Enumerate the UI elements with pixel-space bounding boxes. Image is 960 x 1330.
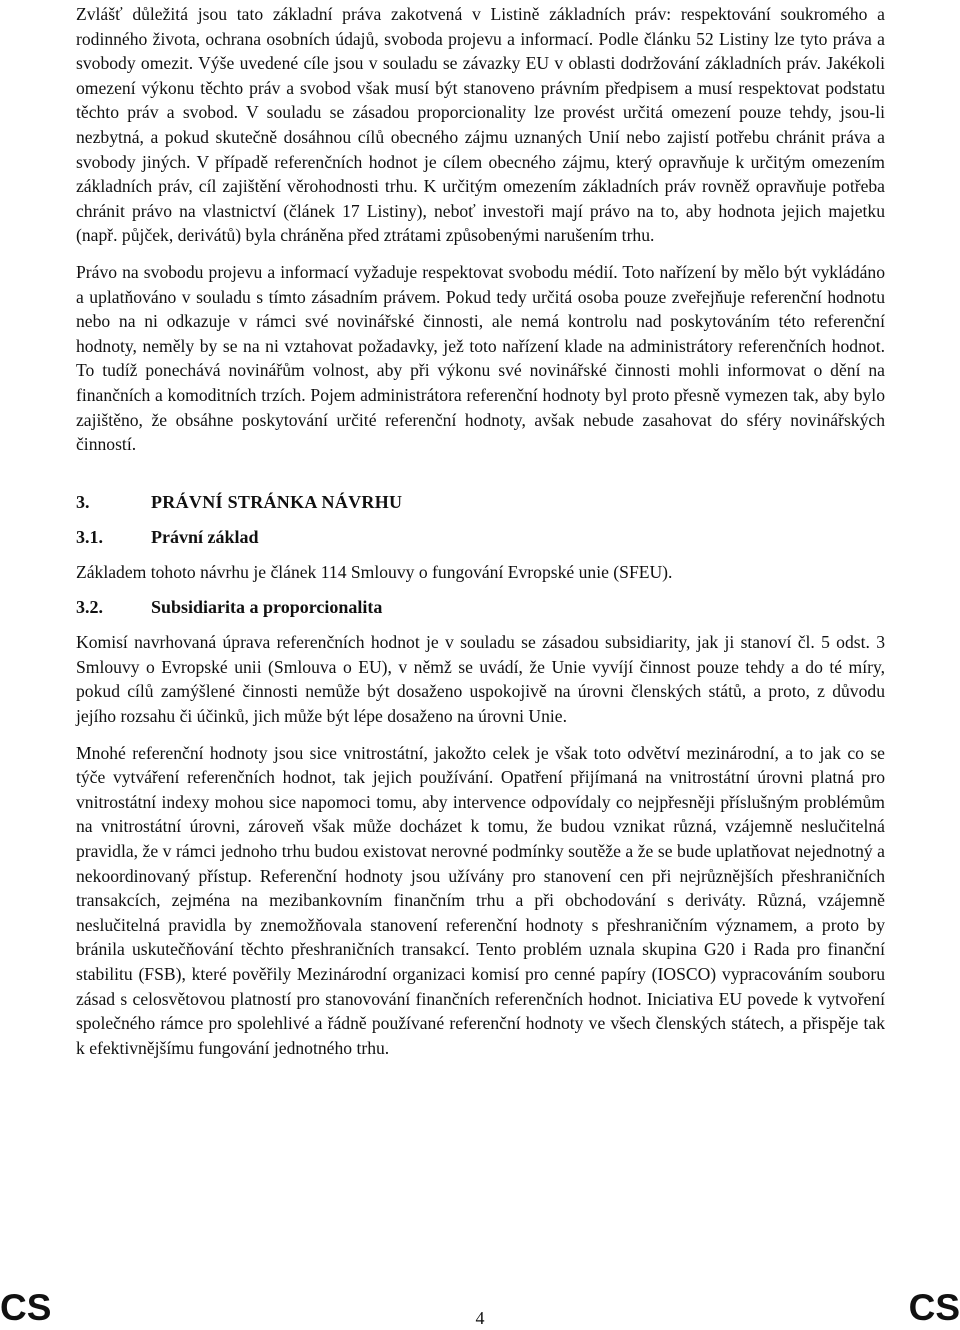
section-number: 3. (76, 491, 90, 512)
subsection-heading-legal-basis (76, 525, 885, 549)
paragraph-benchmarks-international: Mnohé referenční hodnoty jsou sice vnitrostátní, jakožto celek je však toto odvětví mezinárodní, a to jak co se týče vytváření referenčních hodnot, tak jejich používání. Opatření přijímaná na vnitrostátní úrovni platná pro vnitrostátní indexy mohou sice napomoci tomu, aby intervence odpovídaly co nejpřesněji příslušným problémům na vnitrostátní úrovni, zároveň však může docházet k tomu, že budou vznikat různá, vzájemně neslučitelná pravidla, že v rámci jednoho trhu budou existovat nerovné podmínky soutěže a že se bude uplatňovat nejednotný a nekoordinovaný přístup. Referenční hodnoty jsou užívány pro stanovení cen při nejrůznějších přeshraničních transakcích, zejména na mezibankovním finančním trhu a při obchodování s deriváty. Různá, vzájemně neslučitelná pravidla by znemožňovala stanovení referenční hodnoty s přeshraničním významem, a proto by bránila uskutečňování těchto přeshraničních transakcí. Tento problém uznala skupina G20 i Rada pro finanční stabilitu (FSB), které pověřily Mezinárodní organizaci komisí pro cenné papíry (IOSCO) vypracováním souboru zásad s celosvětovou platností pro stanovování finančních referenčních hodnot. Iniciativa EU povede k vytvoření společného rámce pro spolehlivé a řádně používané referenční hodnoty ve všech členských státech, a přispěje tak k efektivnějšímu fungování jednotného trhu. (76, 742, 885, 1058)
subsection-title: Subsidiarita a proporcionalita (151, 597, 383, 618)
subsection-heading-subsidiarity (76, 595, 885, 619)
page-number: 4 (475, 1308, 485, 1328)
subsection-number: 3.1. (76, 526, 103, 547)
subsection-number: 3.2. (76, 597, 103, 618)
footer-language-code-right: CS (908, 1287, 960, 1328)
section-title: PRÁVNÍ STRÁNKA NÁVRHU (151, 491, 403, 512)
paragraph-media-freedom: Právo na svobodu projevu a informací vyžaduje respektovat svobodu médií. Toto nařízení by mělo být vykládáno a uplatňováno v souladu s tímto zásadním právem. Pokud tedy určitá osoba pouze zveřejňuje referenční hodnotu nebo na ni odkazuje v rámci své novinářské činnosti, ale nemá kontrolu nad poskytováním této referenční hodnoty, neměly by se na ni vztahovat požadavky, jež toto nařízení klade na administrátory referenčních hodnot. To tudíž ponechává novinářům volnost, aby při výkonu své novinářské činnosti mohli informovat o dění na finančních a komoditních trzích. Pojem administrátora referenční hodnoty byl proto přesně vymezen tak, aby bylo zajištěno, že obsáhne poskytování určité referenční hodnoty, avšak nebude zasahovat do sféry novinářských činností. (76, 261, 885, 455)
subsection-title: Právní základ (151, 526, 259, 547)
section-heading-legal-aspects (76, 490, 885, 514)
document-body (76, 0, 885, 1060)
paragraph-subsidiarity: Komisí navrhovaná úprava referenčních hodnot je v souladu se zásadou subsidiarity, jak ji stanoví čl. 5 odst. 3 Smlouvy o Evropské unii (Smlouva o EU), v němž se uvádí, že Unie vyvíjí činnost pouze tehdy a do té míry, pokud cílů zamýšlené činnosti nemůže být dosaženo uspokojivě na úrovni členských států, a proto, z důvodu jejího rozsahu či účinků, jich může být lépe dosaženo na úrovni Unie. (76, 632, 885, 727)
footer-language-code-left: CS (0, 1287, 52, 1328)
paragraph-fundamental-rights: Zvlášť důležitá jsou tato základní práva zakotvená v Listině základních práv: respektování soukromého a rodinného života, ochrana osobních údajů, svoboda projevu a informací. Podle článku 52 Listiny lze tyto práva a svobody omezit. Výše uvedené cíle jsou v souladu se závazky EU v oblasti dodržování základních práv. Jakékoli omezení výkonu těchto práv a svobod však musí být stanoveno právním předpisem a musí respektovat podstatu těchto práv a svobod. V souladu se zásadou proporcionality lze provést určitá omezení pouze tehdy, jsou-li nezbytná, a pokud skutečně dosáhnou cílů obecného zájmu uznaných Unií nebo zajistí potřebu chránit práva a svobody jiných. V případě referenčních hodnot je cílem obecného zájmu, který opravňuje k určitým omezením základních práv, cíl zajištění věrohodnosti trhu. K určitým omezením základních práv rovněž opravňuje potřeba chránit právo na vlastnictví (článek 17 Listiny), neboť investoři mají právo na to, aby hodnota jejich majetku (např. půjček, derivátů) byla chráněna před ztrátami způsobenými narušením trhu. (76, 4, 885, 246)
paragraph-legal-basis: Základem tohoto návrhu je článek 114 Smlouvy o fungování Evropské unie (SFEU). (76, 561, 673, 582)
